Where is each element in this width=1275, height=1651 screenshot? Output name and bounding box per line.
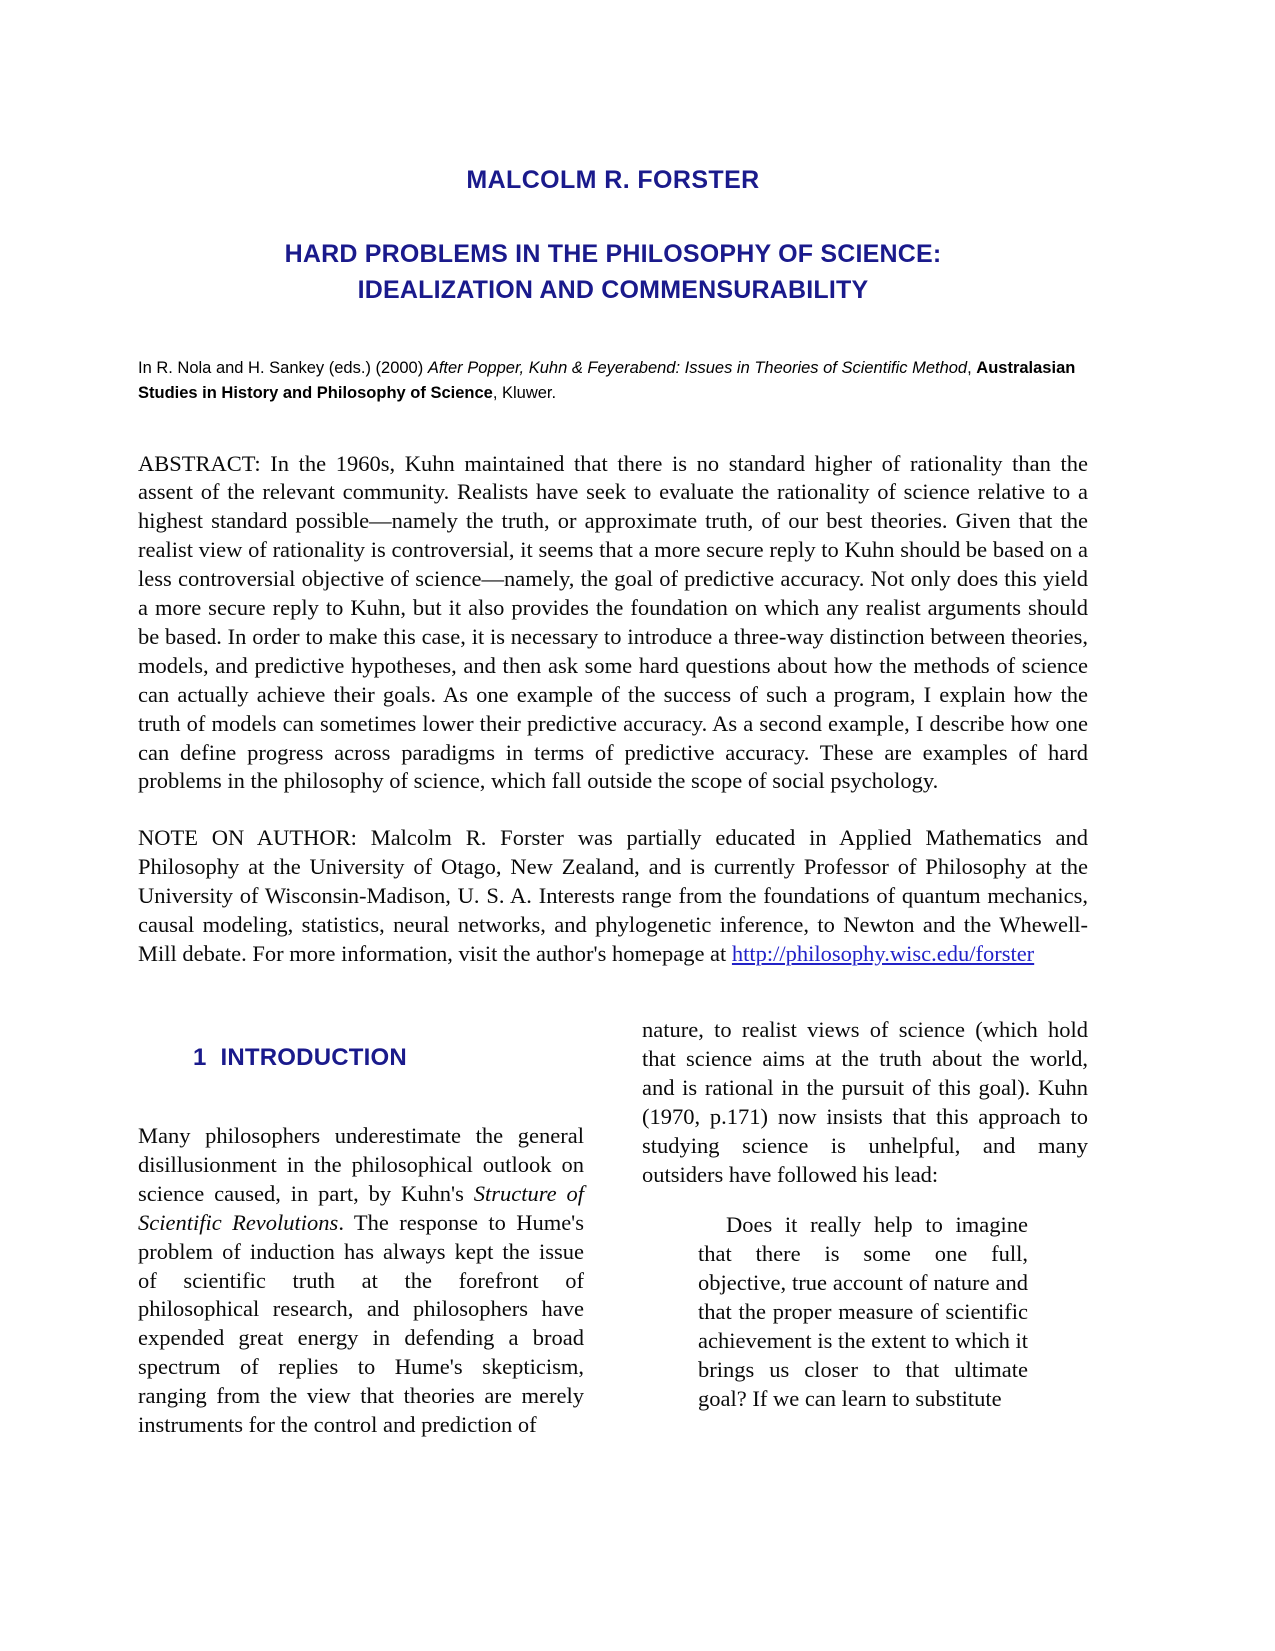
author-homepage-link[interactable]: http://philosophy.wisc.edu/forster bbox=[731, 941, 1035, 966]
kuhn-block-quote: Does it really help to imagine that there is some one full, objective, true account of nature and that the proper measure of scientific achievement is the extent to which it brings us closer to that ultimate goal? If we can learn to substitute bbox=[698, 1212, 1028, 1411]
citation-separator: , bbox=[967, 359, 977, 377]
section-heading-introduction bbox=[138, 1016, 584, 1100]
two-column-body bbox=[138, 1016, 1088, 1440]
abstract-label: ABSTRACT: bbox=[138, 450, 261, 476]
citation-prefix: In R. Nola and H. Sankey (eds.) (2000) bbox=[138, 359, 428, 377]
left-paragraph-part-2: . The response to Hume's problem of induction has always kept the issue of scientific truth at the forefront of philosophical research, and philosophers have expended great energy in defending a broad spectrum of replies to Hume's skepticism, ranging from the view that theories are merely instruments for the control and prediction of bbox=[138, 1209, 584, 1438]
abstract-body: In the 1960s, Kuhn maintained that there is no standard higher of rationality than the assent of the relevant community. Realists have seek to evaluate the rationality of science relative to a highest standard possible—namely the truth, or approximate truth, of our best theories. Given that the realist view of rationality is controversial, it seems that a more secure reply to Kuhn should be based on a less controversial objective of science—namely, the goal of predictive accuracy. Not only does this yield a more secure reply to Kuhn, but it also provides the foundation on which any realist arguments should be based. In order to make this case, it is necessary to introduce a three-way distinction between theories, models, and predictive hypotheses, and then ask some hard questions about how the methods of science can actually achieve their goals. As one example of the success of such a program, I explain how the truth of models can sometimes lower their predictive accuracy. As a second example, I describe how one can define progress across paradigms in terms of predictive accuracy. These are examples of hard problems in the philosophy of science, which fall outside the scope of social psychology. bbox=[138, 450, 1088, 794]
page-title bbox=[138, 237, 1088, 308]
document-header-block bbox=[138, 0, 1088, 969]
note-on-author-label: NOTE ON AUTHOR: bbox=[138, 825, 357, 851]
page-title-line-2: IDEALIZATION AND COMMENSURABILITY bbox=[357, 275, 869, 304]
right-column-paragraph: nature, to realist views of science (which hold that science aims at the truth about the world, and is rational in the pursuit of this goal). Kuhn (1970, p.171) now insists that this approach to studying science is unhelpful, and many outsiders have followed his lead: bbox=[642, 1017, 1088, 1187]
left-column-paragraph bbox=[138, 1122, 584, 1440]
citation-line bbox=[138, 356, 1088, 406]
author-name: MALCOLM R. FORSTER bbox=[466, 166, 760, 194]
note-on-author-paragraph bbox=[138, 824, 1088, 969]
section-number: 1 bbox=[192, 1044, 207, 1071]
abstract-paragraph bbox=[138, 450, 1088, 797]
page-title-line-1: HARD PROBLEMS IN THE PHILOSOPHY OF SCIENCE: bbox=[284, 240, 942, 268]
left-paragraph-part-1: Many philosophers underestimate the general disillusionment in the philosophical outlook on science caused, in part, by Kuhn's bbox=[138, 1123, 584, 1206]
citation-book-title: After Popper, Kuhn & Feyerabend: Issues in Theories of Scientific Method bbox=[427, 359, 968, 377]
right-column bbox=[642, 1016, 1088, 1440]
note-on-author-body: Malcolm R. Forster was partially educated in Applied Mathematics and Philosophy at the University of Otago, New Zealand, and is currently Professor of Philosophy at the University of Wisconsin-Madison, U. S. A. Interests range from the foundations of quantum mechanics, causal modeling, statistics, neural networks, and phylogenetic inference, to Newton and the Whewell-Mill debate. For more information, visit the author's homepage at bbox=[138, 825, 1088, 966]
citation-series: Australasian Studies in History and Philosophy of Science bbox=[138, 359, 1076, 402]
citation-publisher: , Kluwer. bbox=[492, 383, 557, 402]
section-title: INTRODUCTION bbox=[220, 1044, 407, 1071]
book-title-italic: Structure of Scientific Revolutions bbox=[138, 1180, 584, 1235]
left-column bbox=[138, 1016, 584, 1440]
